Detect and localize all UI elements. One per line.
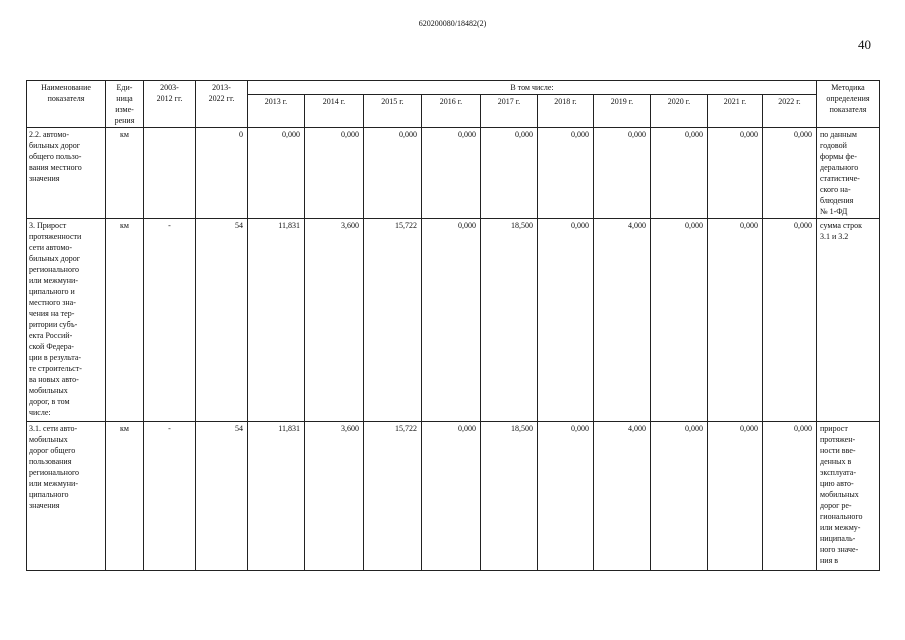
header-including: В том числе: [248, 81, 817, 95]
page-number: 40 [858, 37, 871, 52]
row-value-2013-2022: 0 [196, 128, 248, 219]
row-value-2013-2022: 54 [196, 422, 248, 571]
row-year-value: 0,000 [422, 219, 481, 422]
row-year-value: 0,000 [594, 128, 651, 219]
header-year: 2020 г. [651, 95, 708, 128]
row-year-value: 3,600 [305, 219, 364, 422]
row-year-value: 0,000 [651, 219, 708, 422]
row-unit: км [106, 219, 144, 422]
row-name: 3.1. сети авто- мобильных дорог общего пользования регионального или межмуни- ципального значения [27, 422, 106, 571]
row-year-value: 0,000 [538, 422, 594, 571]
header-period-2013-2022: 2013- 2022 гг. [196, 81, 248, 128]
row-methodology: по данным годовой формы фе- дерального статистиче- ского на- блюдения № 1-ФД [817, 128, 880, 219]
document-id: 620200080/18482(2) [418, 19, 487, 28]
row-value-2003-2012: - [144, 219, 196, 422]
header-indicator-name: Наименование показателя [27, 81, 106, 128]
row-year-value: 0,000 [538, 128, 594, 219]
row-year-value: 0,000 [708, 219, 763, 422]
row-year-value: 11,831 [248, 219, 305, 422]
header-year: 2021 г. [708, 95, 763, 128]
row-year-value: 15,722 [364, 422, 422, 571]
row-name: 3. Прирост протяженности сети автомо- бильных дорог регионального или межмуни- ципального и местного зна- чения на тер- ритории субъ- екта Россий- ской Федера- ции в результа- те строительст- ва новых авто- мобильных дорог, в том числе: [27, 219, 106, 422]
row-year-value: 0,000 [763, 422, 817, 571]
header-year: 2016 г. [422, 95, 481, 128]
header-year: 2017 г. [481, 95, 538, 128]
row-year-value: 0,000 [651, 128, 708, 219]
row-year-value: 18,500 [481, 219, 538, 422]
row-year-value: 0,000 [248, 128, 305, 219]
table-row [27, 128, 880, 219]
row-unit: км [106, 422, 144, 571]
row-year-value: 15,722 [364, 219, 422, 422]
row-value-2013-2022: 54 [196, 219, 248, 422]
header-year: 2013 г. [248, 95, 305, 128]
header-period-2003-2012: 2003- 2012 гг. [144, 81, 196, 128]
header-year: 2019 г. [594, 95, 651, 128]
row-year-value: 0,000 [422, 422, 481, 571]
row-year-value: 0,000 [364, 128, 422, 219]
header-year: 2015 г. [364, 95, 422, 128]
indicator-table [26, 80, 880, 571]
header-unit: Еди- ница изме- рения [106, 81, 144, 128]
row-year-value: 11,831 [248, 422, 305, 571]
row-name: 2.2. автомо- бильных дорог общего пользо- вания местного значения [27, 128, 106, 219]
row-year-value: 4,000 [594, 219, 651, 422]
row-year-value: 0,000 [708, 128, 763, 219]
row-value-2003-2012 [144, 128, 196, 219]
row-year-value: 0,000 [763, 219, 817, 422]
row-year-value: 18,500 [481, 422, 538, 571]
row-year-value: 0,000 [763, 128, 817, 219]
row-year-value: 0,000 [422, 128, 481, 219]
row-year-value: 0,000 [481, 128, 538, 219]
row-year-value: 0,000 [651, 422, 708, 571]
row-unit: км [106, 128, 144, 219]
table-row [27, 422, 880, 571]
row-methodology: прирост протяжен- ности вве- денных в эксплуата- цию авто- мобильных дорог ре- гионального или межму- ниципаль- ного значе- ния в [817, 422, 880, 571]
row-year-value: 3,600 [305, 422, 364, 571]
row-year-value: 0,000 [538, 219, 594, 422]
header-year: 2018 г. [538, 95, 594, 128]
row-value-2003-2012: - [144, 422, 196, 571]
header-year: 2022 г. [763, 95, 817, 128]
row-methodology: сумма строк 3.1 и 3.2 [817, 219, 880, 422]
header-methodology: Методика определения показателя [817, 81, 880, 128]
header-year: 2014 г. [305, 95, 364, 128]
table-row [27, 219, 880, 422]
row-year-value: 0,000 [708, 422, 763, 571]
row-year-value: 4,000 [594, 422, 651, 571]
row-year-value: 0,000 [305, 128, 364, 219]
